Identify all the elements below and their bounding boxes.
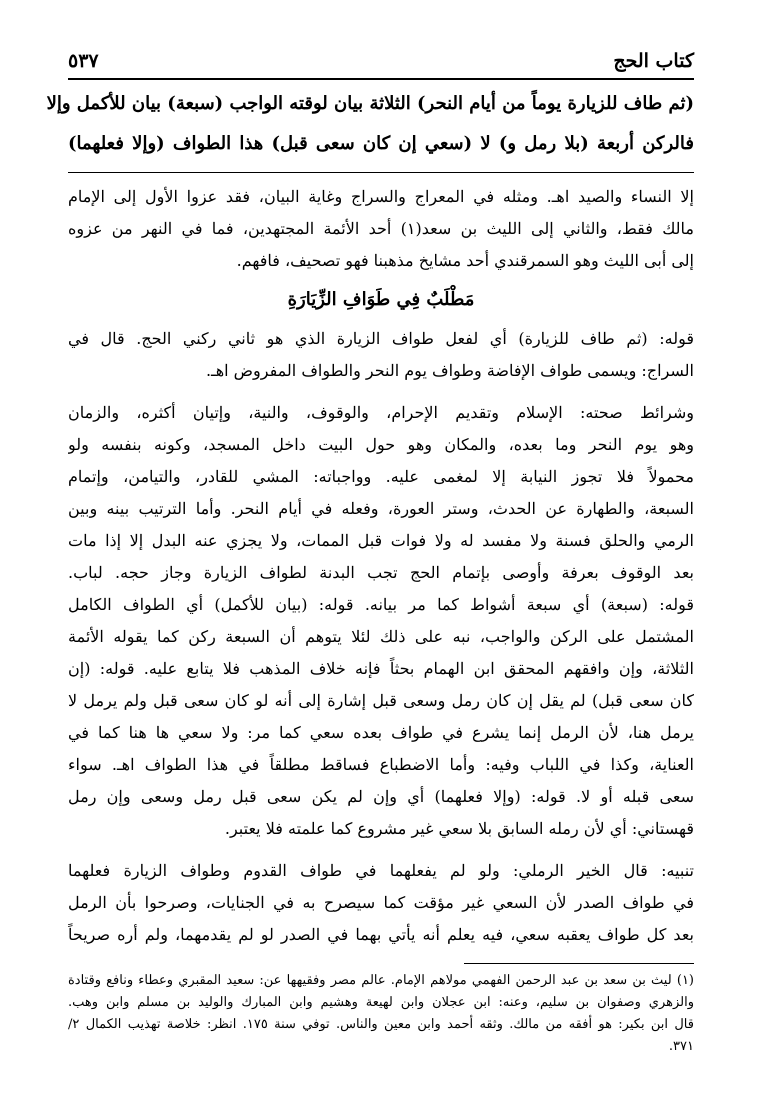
paragraph-1 [68,181,694,277]
matn-text [46,84,694,164]
text-line: كان سعى قبل) لم يقل إن كان رمل وسعى قبل إشارة إلى أنه لو كان سعى قبل ولم يرمل لا [68,691,694,710]
footnote-rule [464,963,694,964]
header-rule [68,78,694,80]
paragraph-3 [68,397,694,845]
text-line: مالك فقط، والثاني إلى الليث بن سعد(١) أحد الأئمة المجتهدين، فما في النهر من عزوه [68,219,694,238]
footnote-line: (١) ليث بن سعد بن عبد الرحمن الفهمي مولاهم الإمام. عالم مصر وفقيهها عن: سعيد المقبري وعطاء ونافع وقتادة [68,973,694,988]
text-line: يرمل هنا، لأن الرمل إنما يشرع في طواف بعده سعي كما مر: ولا سعي ها هنا كما في [68,723,694,742]
text-line: العناية، وكذا في اللباب وفيه: وأما الاضطباع فساقط مطلقاً في هذا الطواف اهـ. سواء [68,755,694,774]
text-line: المشتمل على الركن والواجب، نبه على ذلك لئلا يتوهم أن السبعة ركن كما يقوله الأئمة [68,627,694,646]
paragraph-4 [68,855,694,951]
text-line: قوله: (سبعة) أي سبعة أشواط كما مر بيانه. قوله: (بيان للأكمل) أي الطواف الكامل [68,595,694,614]
text-line: قوله: (ثم طاف للزيارة) أي لفعل طواف الزيارة الذي هو ثاني ركني الحج. قال في [68,329,694,348]
running-title: كتاب الحج [613,50,694,72]
text-line: الرمي والحلق فسنة ولا مفسد له ولا فوات قبل الممات، ولا يجزي عنه البدل إلا إذا مات [68,531,694,550]
paragraph-gap [68,845,694,855]
footnotes [68,970,694,1058]
matn-line: (ثم طاف للزيارة يوماً من أيام النحر) الثلاثة بيان لوقته الواجب (سبعة) بيان للأكمل وإلا [46,93,694,114]
footnote-line: قال ابن بكير: هو أفقه من مالك. وثقه أحمد وابن معين والناس. توفي سنة ١٧٥. انظر: خلاصة تهذيب الكمال ٢/ [68,1017,694,1032]
text-line: قهستاني: أي لأن رمله السابق بلا سعي غير مشروع كما علمته فلا يعتبر. [224,819,694,838]
footnote-line: ٣٧١. [668,1039,694,1054]
footnote-line: والزهري وصفوان بن سليم، وعنه: ابن عجلان وابن لهيعة وهشيم وابن المبارك والوليد بن مسلم وابن وهب. [68,995,694,1010]
section-heading: مَطْلَبٌ فِي طَوَافِ الزِّيَارَةِ [287,289,475,310]
text-line: محمولاً فلا تجوز النيابة إلا لمغمى عليه. وواجباته: المشي للقادر، والتيامن، وإتمام [68,467,694,486]
text-line: إلا النساء والصيد اهـ. ومثله في المعراج والسراج وغاية البيان، فقد عزوا الأول إلى الإمام [68,187,694,206]
text-line: سعى قبله أو لا. قوله: (وإلا فعلهما) أي وإن لم يكن سعى قبل رمل وسعى وإن رمل [68,787,694,806]
text-line: وهو يوم النحر وما بعده، والمكان وهو حول البيت داخل المسجد، وكونه بنفسه ولو [68,435,694,454]
paragraph-gap [68,387,694,397]
text-line: وشرائط صحته: الإسلام وتقديم الإحرام، والوقوف، والنية، وإتيان أكثره، والزمان [68,403,694,422]
page-number: ٥٣٧ [68,50,99,72]
text-line: إلى أبى الليث وهو السمرقندي أحد مشايخ مذهبنا فهو تصحيف، فافهم. [236,251,694,270]
text-line: السبعة، والطهارة عن الحدث، وستر العورة، وفعله في أيام النحر. وأما الترتيب بينه وبين [68,499,694,518]
text-line: السراج: ويسمى طواف الإفاضة وطواف يوم النحر والطواف المفروض اهـ. [205,361,694,380]
matn-rule [68,172,694,173]
page-header [68,42,694,72]
commentary-text [68,181,694,951]
text-line: في طواف الصدر لأن السعي غير مؤقت كما سيصرح به في الجنايات، وصرحوا بأن الرمل [68,893,694,912]
matn-line: فالركن أربعة (بلا رمل و) لا (سعي إن كان سعى قبل) هذا الطواف (وإلا فعلهما) [68,133,694,154]
text-line: تنبيه: قال الخير الرملي: ولو لم يفعلهما في طواف القدوم وطواف الزيارة فعلهما [68,861,694,880]
text-line: الثلاثة، وإن وافقهم المحقق ابن الهمام بحثاً فإنه خلاف المذهب فلا يتابع عليه. قوله: (إن [68,659,694,678]
text-line: بعد كل طواف يعقبه سعي، فيه يعلم أنه يأتي بهما في الصدر لو لم يقدمهما، ولم أره صريحاً [68,925,694,944]
text-line: بعد الوقوف بعرفة وأوصى بإتمام الحج تجب البدنة لطواف الزيارة وجاز حجه. لباب. [68,563,694,582]
paragraph-2 [68,323,694,387]
